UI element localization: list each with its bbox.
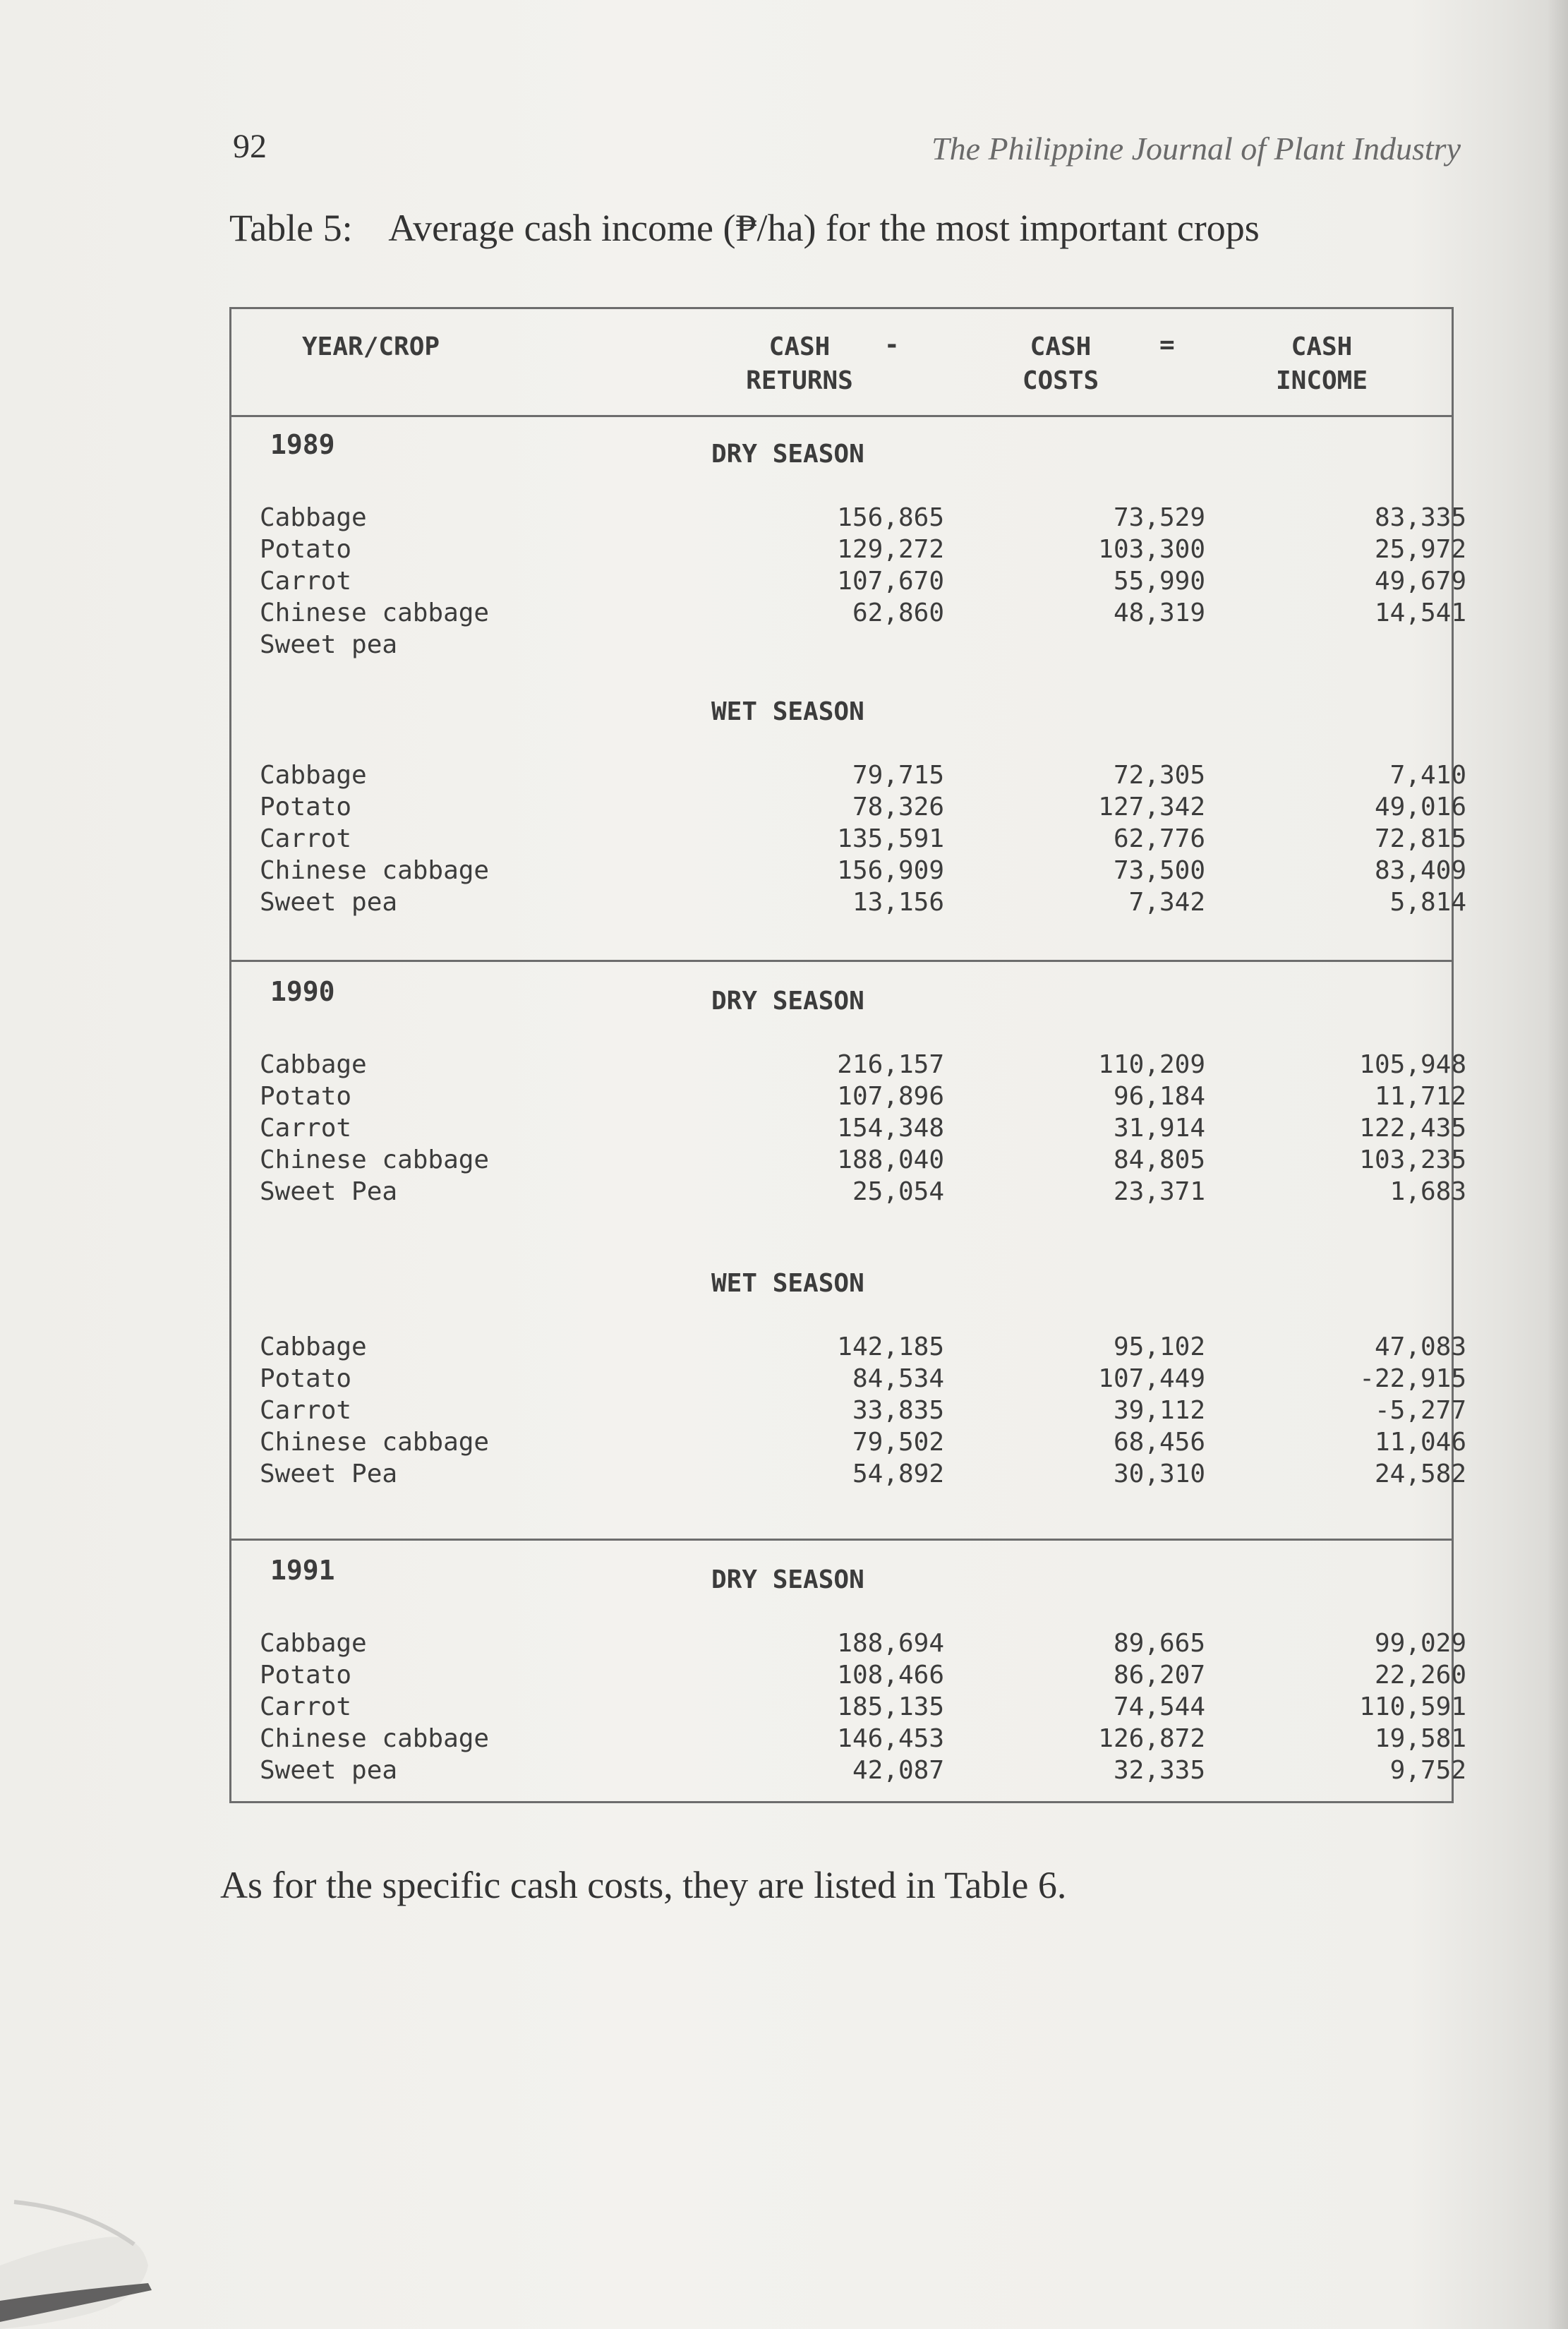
cash-costs-cell: 72,305: [1113, 761, 1205, 790]
header-cash-income: [1234, 330, 1410, 398]
crop-name: Sweet pea: [260, 888, 398, 917]
table-row: [231, 793, 1466, 824]
cash-income-cell: 105,948: [1359, 1050, 1466, 1079]
cash-returns-cell: 107,896: [837, 1082, 944, 1111]
crop-name: Cabbage: [260, 1050, 367, 1079]
cash-returns-cell: 42,087: [852, 1756, 944, 1785]
season-label: DRY SEASON: [711, 1565, 864, 1594]
header-equals-sign: =: [1159, 330, 1175, 359]
table-caption-label: Table 5:: [229, 207, 353, 249]
table-row: [231, 1177, 1466, 1209]
year-block-1990: [231, 962, 1466, 1541]
cash-costs-cell: 7,342: [1128, 888, 1205, 917]
cash-costs-cell: 84,805: [1113, 1145, 1205, 1174]
cash-costs-cell: 110,209: [1098, 1050, 1205, 1079]
cash-returns-cell: 33,835: [852, 1396, 944, 1425]
table-row: [231, 761, 1466, 793]
cash-returns-cell: 156,909: [837, 856, 944, 885]
table-row: [231, 1082, 1466, 1114]
cash-costs-cell: 107,449: [1098, 1364, 1205, 1393]
cash-income-cell: 5,814: [1389, 888, 1466, 917]
table-row: [231, 1396, 1466, 1428]
header-minus-sign: -: [884, 330, 900, 359]
cash-costs-cell: 68,456: [1113, 1428, 1205, 1457]
table-row: [231, 1756, 1466, 1788]
table-row: [231, 1332, 1466, 1364]
cash-costs-cell: 103,300: [1098, 535, 1205, 564]
cash-returns-cell: 216,157: [837, 1050, 944, 1079]
cash-income-cell: 14,541: [1374, 598, 1466, 627]
cash-returns-cell: 146,453: [837, 1724, 944, 1753]
cash-costs-cell: 62,776: [1113, 824, 1205, 853]
cash-returns-cell: 107,670: [837, 567, 944, 596]
crop-name: Carrot: [260, 1692, 352, 1721]
table-row: [231, 1050, 1466, 1082]
crop-name: Cabbage: [260, 503, 367, 532]
running-head: The Philippine Journal of Plant Industry: [931, 131, 1461, 167]
header-cash-returns: [711, 330, 888, 398]
cash-income-cell: 110,591: [1359, 1692, 1466, 1721]
table-row: [231, 856, 1466, 888]
cash-costs-cell: 126,872: [1098, 1724, 1205, 1753]
cash-costs-cell: 23,371: [1113, 1177, 1205, 1206]
header-cash-costs: [972, 330, 1149, 398]
cash-returns-cell: 54,892: [852, 1460, 944, 1488]
cash-income-cell: 49,016: [1374, 793, 1466, 822]
header-cash-costs-line2: COSTS: [1022, 366, 1099, 395]
crop-name: Chinese cabbage: [260, 1145, 490, 1174]
crop-name: Chinese cabbage: [260, 856, 490, 885]
year-label: 1991: [270, 1555, 335, 1586]
crop-name: Cabbage: [260, 761, 367, 790]
crop-name: Chinese cabbage: [260, 1428, 490, 1457]
cash-costs-cell: 73,529: [1113, 503, 1205, 532]
crop-name: Chinese cabbage: [260, 598, 490, 627]
season-label: DRY SEASON: [711, 987, 864, 1016]
cash-income-cell: 25,972: [1374, 535, 1466, 564]
crop-name: Sweet pea: [260, 1756, 398, 1785]
crop-name: Carrot: [260, 824, 352, 853]
cash-returns-cell: 108,466: [837, 1661, 944, 1690]
table-row: [231, 1114, 1466, 1145]
cash-returns-cell: 135,591: [837, 824, 944, 853]
page-corner-mark: [0, 2160, 162, 2329]
header-cash-income-line2: INCOME: [1275, 366, 1368, 395]
cash-income-cell: 103,235: [1359, 1145, 1466, 1174]
table-row: [231, 598, 1466, 630]
table-row: [231, 567, 1466, 598]
cash-costs-cell: 48,319: [1113, 598, 1205, 627]
crop-name: Carrot: [260, 1396, 352, 1425]
year-label: 1990: [270, 976, 335, 1007]
table-caption: [229, 206, 1260, 250]
table-row: [231, 1692, 1466, 1724]
table-row: [231, 630, 1452, 662]
cash-income-cell: 99,029: [1374, 1629, 1466, 1658]
crop-name: Potato: [260, 1364, 352, 1393]
cash-costs-cell: 32,335: [1113, 1756, 1205, 1785]
table-row: [231, 888, 1466, 920]
cash-costs-cell: 127,342: [1098, 793, 1205, 822]
cash-returns-cell: 79,715: [852, 761, 944, 790]
season-label: WET SEASON: [711, 697, 864, 726]
year-label: 1989: [270, 429, 335, 460]
cash-returns-cell: 78,326: [852, 793, 944, 822]
cash-income-cell: 7,410: [1389, 761, 1466, 790]
cash-returns-cell: 188,040: [837, 1145, 944, 1174]
table-row: [231, 1661, 1466, 1692]
cash-costs-cell: 39,112: [1113, 1396, 1205, 1425]
cash-costs-cell: 86,207: [1113, 1661, 1205, 1690]
table-caption-text: Average cash income (₱/ha) for the most important crops: [388, 207, 1260, 249]
cash-returns-cell: 156,865: [837, 503, 944, 532]
cash-returns-cell: 185,135: [837, 1692, 944, 1721]
table-row: [231, 1724, 1466, 1756]
cash-income-cell: 83,335: [1374, 503, 1466, 532]
cash-income-cell: 83,409: [1374, 856, 1466, 885]
cash-income-cell: 11,046: [1374, 1428, 1466, 1457]
season-label: WET SEASON: [711, 1269, 864, 1298]
cash-returns-cell: 129,272: [837, 535, 944, 564]
crop-name: Cabbage: [260, 1332, 367, 1361]
page-edge-shadow: [1547, 0, 1568, 2329]
cash-income-cell: 122,435: [1359, 1114, 1466, 1143]
header-cash-costs-line1: CASH: [1030, 332, 1092, 361]
cash-income-cell: 24,582: [1374, 1460, 1466, 1488]
table-row: [231, 535, 1466, 567]
body-paragraph: As for the specific cash costs, they are listed in Table 6.: [220, 1864, 1067, 1906]
crop-name: Potato: [260, 535, 352, 564]
crop-name: Carrot: [260, 567, 352, 596]
table-row: [231, 503, 1466, 535]
cash-income-cell: 22,260: [1374, 1661, 1466, 1690]
cash-income-cell: 1,683: [1389, 1177, 1466, 1206]
cash-income-cell: -5,277: [1374, 1396, 1466, 1425]
cash-returns-cell: 62,860: [852, 598, 944, 627]
cash-costs-cell: 74,544: [1113, 1692, 1205, 1721]
cash-income-cell: 11,712: [1374, 1082, 1466, 1111]
crop-name: Potato: [260, 1082, 352, 1111]
cash-returns-cell: 188,694: [837, 1629, 944, 1658]
cash-returns-cell: 84,534: [852, 1364, 944, 1393]
cash-income-cell: 49,679: [1374, 567, 1466, 596]
cash-income-cell: 19,581: [1374, 1724, 1466, 1753]
cash-returns-cell: 142,185: [837, 1332, 944, 1361]
crop-name: Cabbage: [260, 1629, 367, 1658]
cash-income-cell: 47,083: [1374, 1332, 1466, 1361]
cash-returns-cell: 154,348: [837, 1114, 944, 1143]
crop-name: Potato: [260, 1661, 352, 1690]
cash-income-cell: -22,915: [1359, 1364, 1466, 1393]
table-header: [231, 309, 1452, 417]
crop-name: Sweet Pea: [260, 1460, 398, 1488]
crop-name: Sweet pea: [260, 630, 398, 659]
year-block-1989: [231, 415, 1466, 962]
cash-costs-cell: 31,914: [1113, 1114, 1205, 1143]
cash-costs-cell: 96,184: [1113, 1082, 1205, 1111]
cash-returns-cell: 25,054: [852, 1177, 944, 1206]
table-row: [231, 1460, 1466, 1491]
cash-returns-cell: 79,502: [852, 1428, 944, 1457]
table-row: [231, 1145, 1466, 1177]
table-row: [231, 1629, 1466, 1661]
cash-costs-cell: 73,500: [1113, 856, 1205, 885]
crop-name: Carrot: [260, 1114, 352, 1143]
cash-returns-cell: 13,156: [852, 888, 944, 917]
header-cash-returns-line2: RETURNS: [746, 366, 853, 395]
cash-costs-cell: 89,665: [1113, 1629, 1205, 1658]
table-row: [231, 824, 1466, 856]
header-cash-returns-line1: CASH: [768, 332, 831, 361]
table-row: [231, 1364, 1466, 1396]
cash-income-cell: 72,815: [1374, 824, 1466, 853]
cash-costs-cell: 55,990: [1113, 567, 1205, 596]
year-block-1991: [231, 1541, 1466, 1803]
crop-name: Sweet Pea: [260, 1177, 398, 1206]
season-label: DRY SEASON: [711, 440, 864, 469]
crop-name: Chinese cabbage: [260, 1724, 490, 1753]
header-cash-income-line1: CASH: [1291, 332, 1353, 361]
crop-name: Potato: [260, 793, 352, 822]
page-number: 92: [233, 128, 267, 165]
header-year-crop: YEAR/CROP: [302, 332, 440, 361]
cash-costs-cell: 30,310: [1113, 1460, 1205, 1488]
cash-costs-cell: 95,102: [1113, 1332, 1205, 1361]
table-row: [231, 1428, 1466, 1460]
cash-income-table: [229, 307, 1466, 1803]
cash-income-cell: 9,752: [1389, 1756, 1466, 1785]
